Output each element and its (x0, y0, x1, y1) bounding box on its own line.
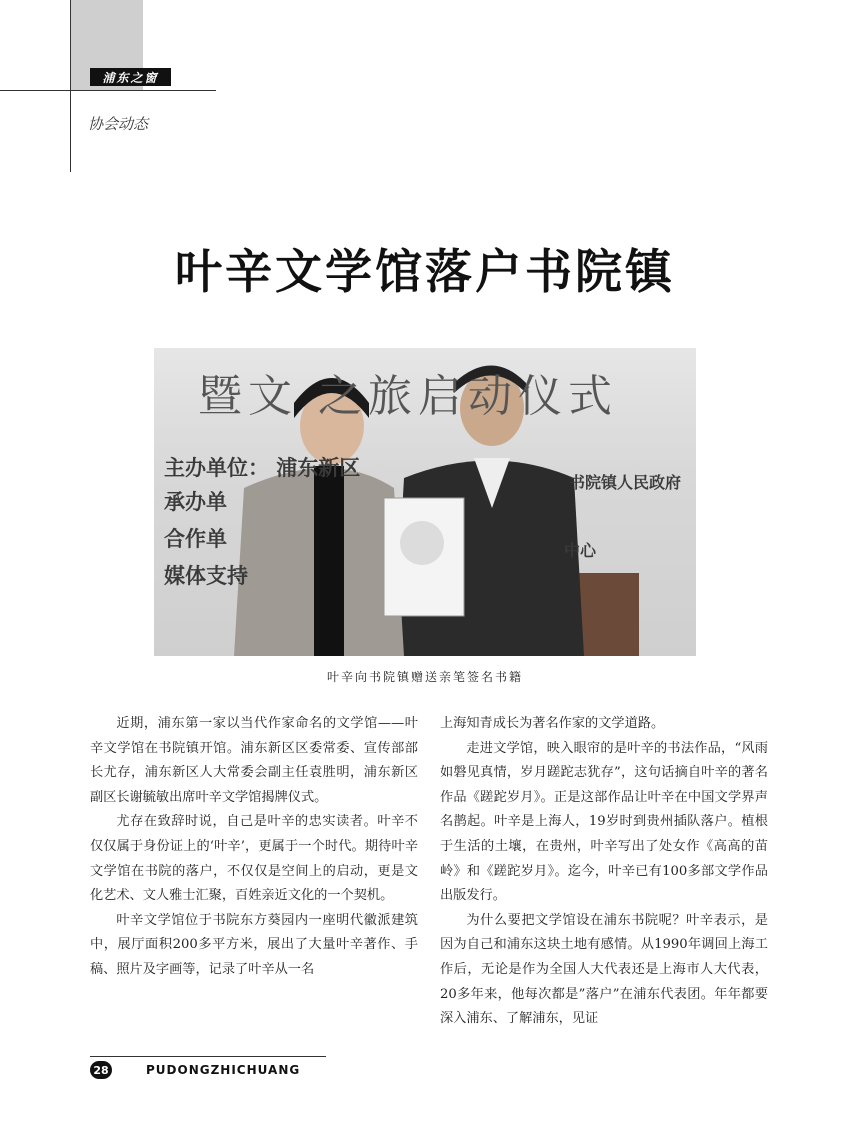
body-column-right (440, 712, 768, 1032)
banner-heading: 暨文 之旅启动仪式 (198, 371, 618, 422)
article-photo (154, 348, 696, 656)
banner-line: 承办单 (164, 490, 227, 514)
body-column-left (90, 712, 418, 983)
header-vertical-rule (70, 0, 71, 172)
paragraph: 走进文学馆，映入眼帘的是叶辛的书法作品，“风雨如磐见真情，岁月蹉跎志犹存”，这句话摘自叶辛的著名作品《蹉跎岁月》。正是这部作品让叶辛在中国文学界声名鹊起。叶辛是上海人，19岁时到贵州插队落户。植根于生活的土壤，在贵州，叶辛写出了处女作《高高的苗岭》和《蹉跎岁月》。迄今，叶辛已有100多部文学作品出版发行。 (440, 740, 768, 904)
banner-line: 中心 (564, 541, 597, 560)
section-label: 协会动态 (88, 115, 149, 133)
footer-magazine-name: PUDONGZHICHUANG (146, 1063, 301, 1077)
paragraph: 近期，浦东第一家以当代作家命名的文学馆——叶辛文学馆在书院镇开馆。浦东新区区委常委、宣传部部长尤存，浦东新区人大常委会副主任袁胜明，浦东新区副区长谢毓敏出席叶辛文学馆揭牌仪式。 (90, 716, 418, 805)
banner-line: 书院镇人民政府 (569, 473, 682, 492)
footer-rule (90, 1056, 326, 1057)
page-number: 28 (90, 1061, 112, 1079)
banner-line: 主办单位： 浦东新区 (164, 456, 361, 480)
banner-line: 合作单 (164, 527, 227, 551)
magazine-logo: 浦东之窗 (90, 68, 171, 86)
article-title: 叶辛文学馆落户书院镇 (175, 245, 675, 300)
photo-caption: 叶辛向书院镇赠送亲笔签名书籍 (326, 670, 523, 684)
paragraph: 上海知青成长为著名作家的文学道路。 (440, 716, 665, 731)
paragraph: 为什么要把文学馆设在浦东书院呢？叶辛表示，是因为自己和浦东这块土地有感情。从1990年调回上海工作后，无论是作为全国人大代表还是上海市人大代表，20多年来，他每次都是”落户”在浦东代表团。年年都要深入浦东、了解浦东，见证 (440, 912, 768, 1027)
banner-line: 媒体支持 (164, 564, 248, 588)
header-horizontal-rule (0, 90, 216, 91)
paragraph: 尤存在致辞时说，自己是叶辛的忠实读者。叶辛不仅仅属于身份证上的‘叶辛’，更属于一个时代。期待叶辛文学馆在书院的落户，不仅仅是空间上的启动，更是文化艺术、文人雅士汇聚，百姓亲近文化的一个契机。 (90, 814, 418, 904)
paragraph: 叶辛文学馆位于书院东方葵园内一座明代徽派建筑中，展厅面积200多平方米，展出了大量叶辛著作、手稿、照片及字画等，记录了叶辛从一名 (90, 912, 418, 977)
